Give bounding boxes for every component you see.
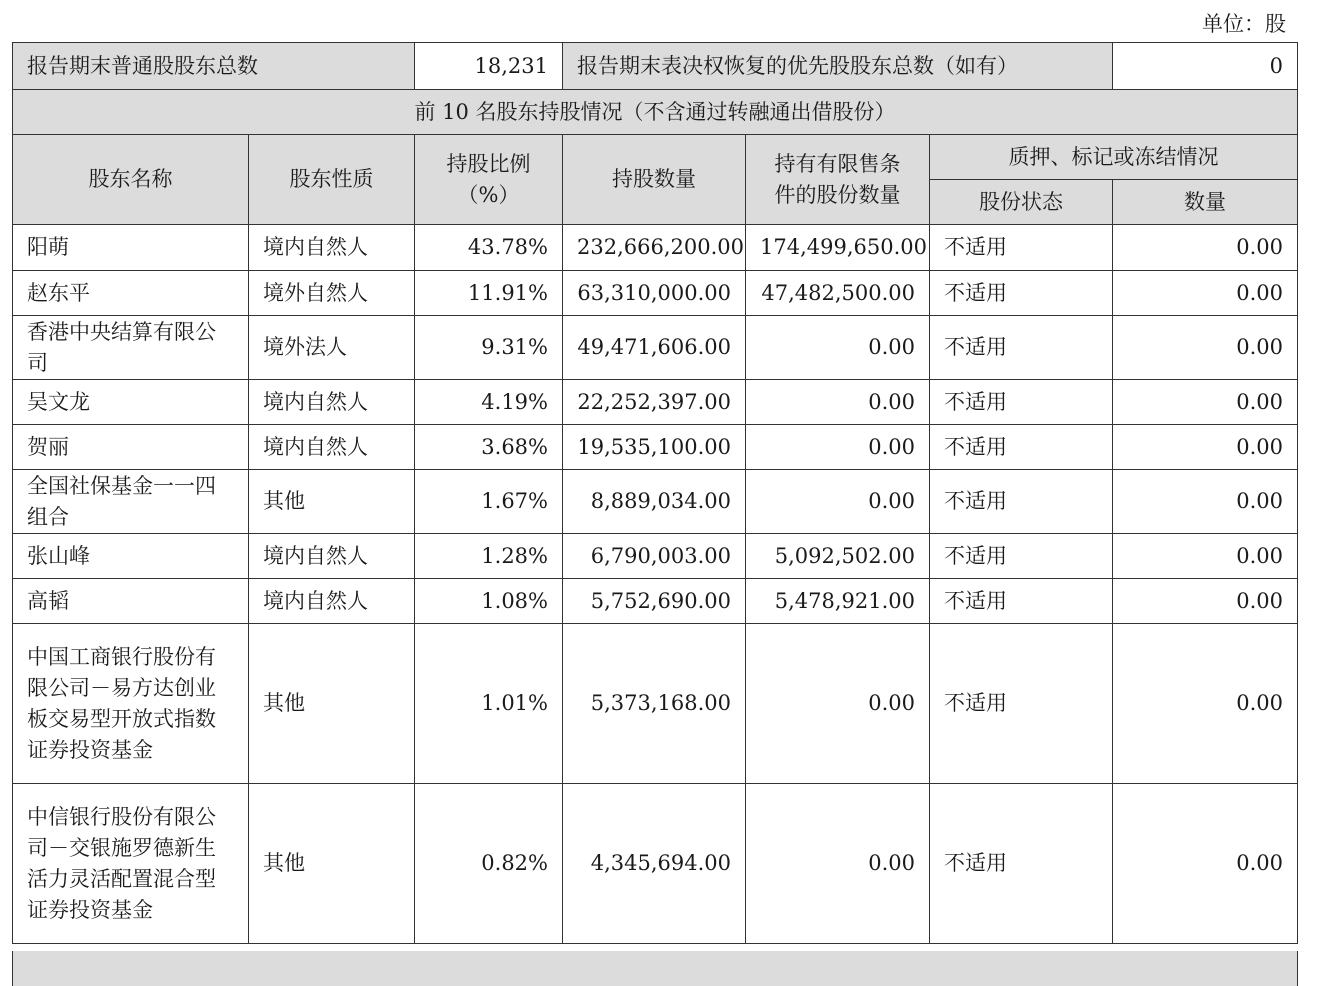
holding-ratio: 1.28%	[415, 534, 563, 579]
header-nature: 股东性质	[249, 135, 415, 225]
restricted-quantity: 0.00	[746, 784, 930, 944]
holding-quantity: 6,790,003.00	[563, 534, 746, 579]
shareholder-name: 中信银行股份有限公司－交银施罗德新生活力灵活配置混合型证券投资基金	[13, 784, 249, 944]
pledge-quantity: 0.00	[1113, 624, 1298, 784]
shareholder-nature: 其他	[249, 624, 415, 784]
restricted-quantity: 5,092,502.00	[746, 534, 930, 579]
pledge-quantity: 0.00	[1113, 579, 1298, 624]
shareholder-name: 贺丽	[13, 425, 249, 470]
restricted-quantity: 0.00	[746, 316, 930, 380]
holding-quantity: 22,252,397.00	[563, 380, 746, 425]
restricted-quantity: 47,482,500.00	[746, 271, 930, 316]
restricted-quantity: 0.00	[746, 425, 930, 470]
shareholder-nature: 境外自然人	[249, 271, 415, 316]
holding-quantity: 49,471,606.00	[563, 316, 746, 380]
shareholder-nature: 其他	[249, 784, 415, 944]
header-name: 股东名称	[13, 135, 249, 225]
table-row	[13, 380, 1298, 425]
holding-quantity: 5,373,168.00	[563, 624, 746, 784]
header-ratio	[415, 135, 563, 225]
pledge-quantity: 0.00	[1113, 316, 1298, 380]
table-row	[13, 579, 1298, 624]
header-pledge-qty: 数量	[1113, 180, 1298, 225]
restricted-quantity: 174,499,650.00	[746, 225, 930, 271]
shareholder-table	[12, 42, 1298, 944]
header-quantity: 持股数量	[563, 135, 746, 225]
shareholder-nature: 境内自然人	[249, 380, 415, 425]
shareholder-nature: 境外法人	[249, 316, 415, 380]
table-row	[13, 271, 1298, 316]
holding-ratio: 3.68%	[415, 425, 563, 470]
header-restricted-line2: 件的股份数量	[774, 182, 901, 207]
pledge-status: 不适用	[930, 534, 1113, 579]
table-row	[13, 784, 1298, 944]
common-holders-value: 18,231	[415, 43, 563, 90]
pledge-quantity: 0.00	[1113, 225, 1298, 271]
pledge-quantity: 0.00	[1113, 784, 1298, 944]
section-title-row	[13, 90, 1298, 135]
table-row	[13, 425, 1298, 470]
header-row-1	[13, 135, 1298, 180]
pledge-quantity: 0.00	[1113, 470, 1298, 534]
summary-row	[13, 43, 1298, 90]
pledge-status: 不适用	[930, 624, 1113, 784]
shareholder-nature: 境内自然人	[249, 425, 415, 470]
section-title: 前 10 名股东持股情况（不含通过转融通出借股份）	[13, 90, 1298, 135]
shareholder-name: 吴文龙	[13, 380, 249, 425]
holding-quantity: 4,345,694.00	[563, 784, 746, 944]
header-restricted	[746, 135, 930, 225]
restricted-quantity: 0.00	[746, 380, 930, 425]
shareholder-rows	[13, 225, 1298, 944]
shareholder-nature: 境内自然人	[249, 579, 415, 624]
restricted-quantity: 0.00	[746, 624, 930, 784]
holding-quantity: 8,889,034.00	[563, 470, 746, 534]
shareholder-name: 高韬	[13, 579, 249, 624]
header-restricted-line1: 持有有限售条	[774, 151, 901, 176]
pledge-quantity: 0.00	[1113, 534, 1298, 579]
pledge-status: 不适用	[930, 579, 1113, 624]
holding-quantity: 5,752,690.00	[563, 579, 746, 624]
holding-ratio: 1.67%	[415, 470, 563, 534]
shareholder-nature: 其他	[249, 470, 415, 534]
header-ratio-line1: 持股比例	[446, 151, 531, 176]
shareholder-name: 中国工商银行股份有限公司－易方达创业板交易型开放式指数证券投资基金	[13, 624, 249, 784]
table-row	[13, 470, 1298, 534]
header-pledge-group: 质押、标记或冻结情况	[930, 135, 1298, 180]
pledge-status: 不适用	[930, 225, 1113, 271]
holding-ratio: 0.82%	[415, 784, 563, 944]
pledge-status: 不适用	[930, 425, 1113, 470]
table-row	[13, 534, 1298, 579]
shareholder-name: 香港中央结算有限公司	[13, 316, 249, 380]
pledge-status: 不适用	[930, 316, 1113, 380]
shareholder-name: 赵东平	[13, 271, 249, 316]
pledge-status: 不适用	[930, 271, 1113, 316]
pledge-status: 不适用	[930, 380, 1113, 425]
restricted-quantity: 0.00	[746, 470, 930, 534]
holding-ratio: 9.31%	[415, 316, 563, 380]
pledge-status: 不适用	[930, 470, 1113, 534]
table-row	[13, 225, 1298, 271]
shareholder-nature: 境内自然人	[249, 534, 415, 579]
holding-ratio: 1.01%	[415, 624, 563, 784]
holding-ratio: 1.08%	[415, 579, 563, 624]
table-row	[13, 624, 1298, 784]
header-ratio-line2: （%）	[457, 182, 520, 207]
pledge-quantity: 0.00	[1113, 425, 1298, 470]
holding-quantity: 232,666,200.00	[563, 225, 746, 271]
holding-quantity: 19,535,100.00	[563, 425, 746, 470]
shareholder-name: 张山峰	[13, 534, 249, 579]
unit-label: 单位：股	[1202, 12, 1286, 36]
shareholder-nature: 境内自然人	[249, 225, 415, 271]
restricted-quantity: 5,478,921.00	[746, 579, 930, 624]
shareholder-name: 阳萌	[13, 225, 249, 271]
holding-ratio: 4.19%	[415, 380, 563, 425]
next-section-band	[12, 951, 1298, 986]
header-pledge-status: 股份状态	[930, 180, 1113, 225]
holding-quantity: 63,310,000.00	[563, 271, 746, 316]
common-holders-label: 报告期末普通股股东总数	[13, 43, 415, 90]
preferred-holders-value: 0	[1113, 43, 1298, 90]
holding-ratio: 11.91%	[415, 271, 563, 316]
preferred-holders-label: 报告期末表决权恢复的优先股股东总数（如有）	[563, 43, 1113, 90]
table-row	[13, 316, 1298, 380]
pledge-quantity: 0.00	[1113, 380, 1298, 425]
pledge-status: 不适用	[930, 784, 1113, 944]
holding-ratio: 43.78%	[415, 225, 563, 271]
shareholder-name: 全国社保基金一一四组合	[13, 470, 249, 534]
pledge-quantity: 0.00	[1113, 271, 1298, 316]
